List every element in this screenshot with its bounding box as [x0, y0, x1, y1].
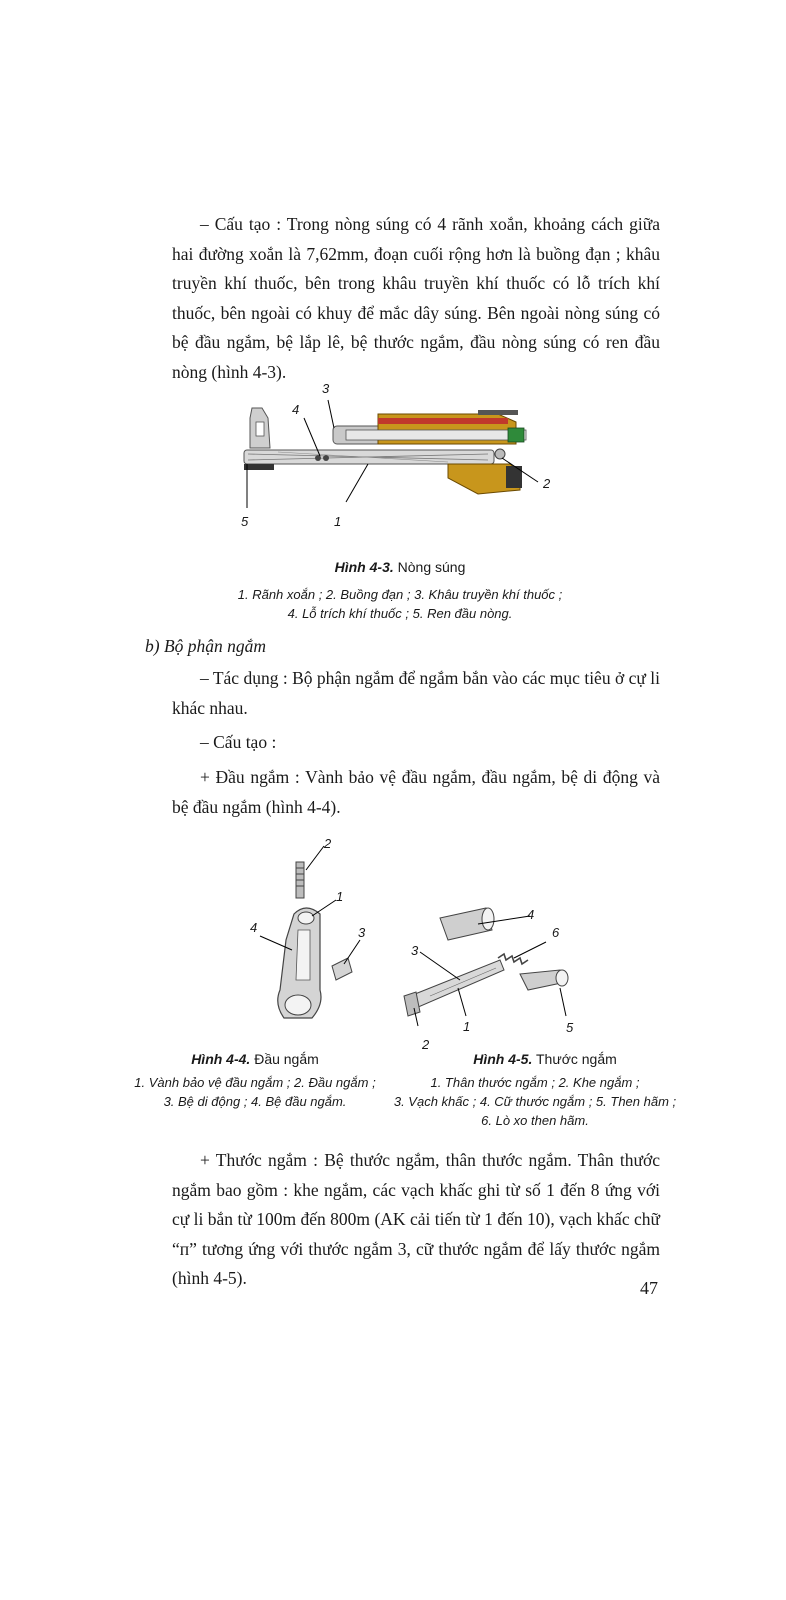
figure43-caption: 1. Rãnh xoắn ; 2. Buồng đạn ; 3. Khâu truyền khí thuốc ; 4. Lỗ trích khí thuốc ; 5. Ren đầu nòng.	[237, 587, 563, 621]
section-heading: b) Bộ phận ngắm	[145, 636, 267, 656]
figure43-label-2: 2	[543, 476, 551, 491]
paragraph-front-sight: + Đầu ngắm : Vành bảo vệ đầu ngắm, đầu ngắm, bệ di động và bệ đầu ngắm (hình 4-4).	[172, 767, 660, 817]
figure45-label-5: 5	[566, 1020, 574, 1035]
paragraph-structure: – Cấu tạo : Trong nòng súng có 4 rãnh xoắn, khoảng cách giữa hai đường xoắn là 7,62mm, đoạn cuối rộng hơn là buồng đạn ; khâu truyền khí thuốc, bên trong khâu truyền khí thuốc có lỗ trích khí thuốc, bên ngoài có khuy để mắc dây súng. Bên ngoài nòng súng có bệ đầu ngắm, bệ lắp lê, bệ thước ngắm, đầu nòng súng có ren đầu nòng (hình 4-3).	[172, 214, 660, 382]
figure43-label-5: 5	[241, 514, 249, 529]
figure44-caption: 1. Vành bảo vệ đầu ngắm ; 2. Đầu ngắm ; 3. Bệ di động ; 4. Bệ đầu ngắm.	[134, 1075, 376, 1109]
figure44-label-2: 2	[324, 836, 332, 851]
figure43-label-3: 3	[322, 381, 330, 396]
figure43-label-1: 1	[334, 514, 342, 529]
paragraph-purpose: – Tác dụng : Bộ phận ngắm để ngắm bắn vào các mục tiêu ở cự li khác nhau.	[172, 668, 660, 718]
figure45-label-2: 2	[422, 1037, 430, 1052]
figure45-label-6: 6	[552, 925, 560, 940]
figure43-label-4: 4	[292, 402, 300, 417]
paragraph-structure-heading: – Cấu tạo :	[200, 732, 277, 752]
rear-sight-illustration	[400, 900, 590, 1040]
figure45-label-4: 4	[527, 907, 535, 922]
figure45-title: Hình 4-5. Thước ngắm	[473, 1051, 617, 1067]
page-number: 47	[640, 1278, 658, 1298]
figure43-title: Hình 4-3. Nòng súng	[334, 559, 466, 575]
figure44-label-4: 4	[250, 920, 258, 935]
figure45-caption: 1. Thân thước ngắm ; 2. Khe ngắm ; 3. Vạch khấc ; 4. Cữ thước ngắm ; 5. Then hãm ; 6. Lò xo then hãm.	[393, 1075, 677, 1128]
figure44-label-3: 3	[358, 925, 366, 940]
figure44-title: Hình 4-4. Đầu ngắm	[191, 1051, 319, 1067]
figure44-label-1: 1	[336, 889, 344, 904]
front-sight-illustration	[240, 840, 380, 1040]
figure45-label-3: 3	[411, 943, 419, 958]
barrel-illustration	[238, 378, 558, 528]
paragraph-rear-sight: + Thước ngắm : Bệ thước ngắm, thân thước ngắm. Thân thước ngắm bao gồm : khe ngắm, các vạch khấc ghi từ số 1 đến 8 ứng với cự li bắn từ 100m đến 800m (AK cải tiến từ 1 đến 10), vạch khấc chữ “п” tương ứng với thước ngắm 3, cữ thước ngắm để lấy thước ngắm (hình 4-5).	[172, 1150, 660, 1288]
figure45-label-1: 1	[463, 1019, 471, 1034]
